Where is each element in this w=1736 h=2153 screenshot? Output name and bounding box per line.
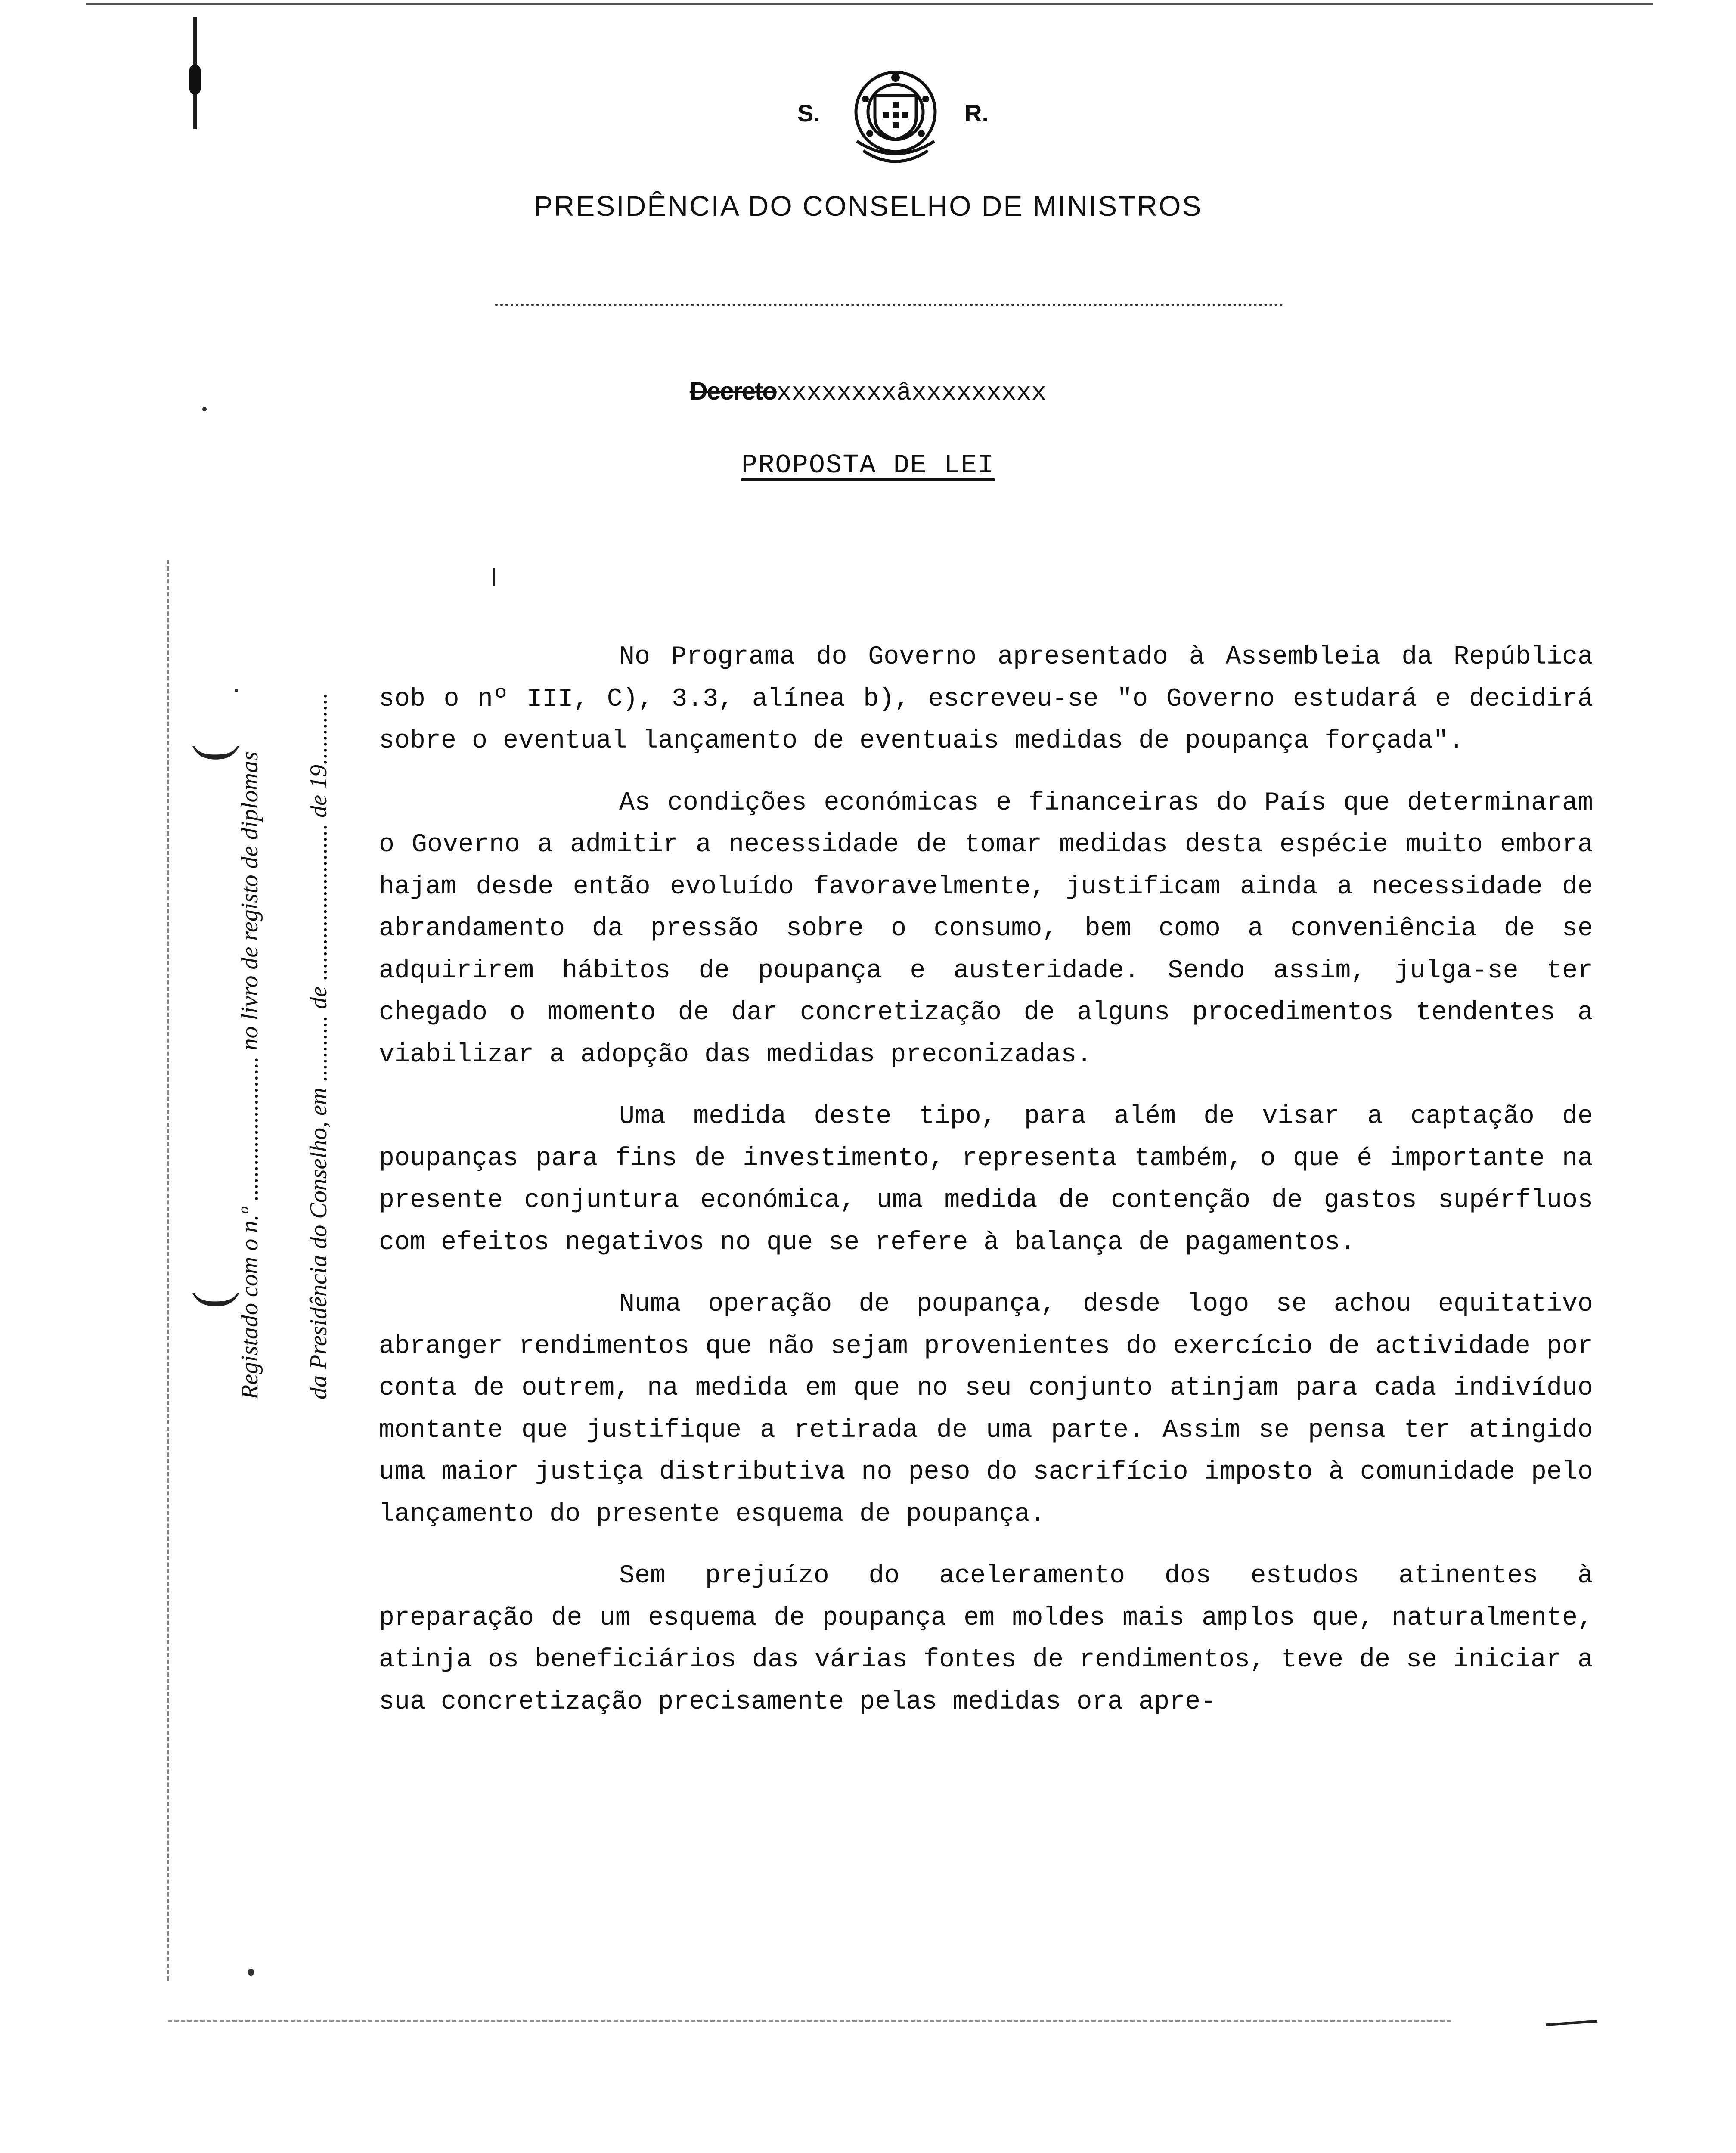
registration-stamp	[224, 581, 362, 1399]
paragraph-3: Uma medida deste tipo, para além de visar a captação de poupanças para fins de investimento, representa também, o que é importante na presente conjuntura económica, uma medida de contenção de gastos supérfluos com efeitos negativos no que se refere à balança de pagamentos.	[379, 1102, 1593, 1257]
scan-top-edge	[86, 3, 1653, 5]
stamp-bracket-top: (	[182, 745, 239, 762]
scan-corner-mark	[1546, 2020, 1597, 2026]
document-type-heading	[0, 377, 1736, 407]
header-letter-s: S.	[797, 99, 820, 127]
binding-mark	[189, 17, 201, 129]
scan-speck	[202, 407, 207, 411]
header-letter-r: R.	[964, 99, 989, 127]
dotted-separator	[495, 304, 1283, 306]
paragraph-1: No Programa do Governo apresentado à Assembleia da República sob o nº III, C), 3.3, alínea b), escreveu-se "o Governo estudará e decidirá sobre o eventual lançamento de eventuais medidas de poupança forçada".	[379, 642, 1593, 756]
margin-tick	[493, 568, 495, 586]
body-text	[379, 636, 1593, 1723]
struck-heading-word: Decreto	[689, 377, 777, 405]
scan-speck	[248, 1969, 254, 1976]
scan-bottom-edge	[168, 2020, 1451, 2022]
paragraph-2: As condições económicas e financeiras do País que determinaram o Governo a admitir a necessidade de tomar medidas desta espécie muito embora hajam desde então evoluído favoravelmente, justificam ainda a necessidade de abrandamento da pressão sobre o consumo, bem como a conveniência de se adquirirem hábitos de poupança e austeridade. Sendo assim, julga-se ter chegado o momento de dar concretização de alguns procedimentos tendentes a viabilizar a adopção das medidas preconizadas.	[379, 788, 1593, 1070]
paragraph-4: Numa operação de poupança, desde logo se achou equitativo abranger rendimentos que não sejam provenientes do exercício de actividade por conta de outrem, na medida em que no seu conjunto atinjam para cada indivíduo montante que justifique a retirada de uma parte. Assim se pensa ter atingido uma maior justiça distributiva no peso do sacrifício imposto à comunidade pelo lançamento do presente esquema de poupança.	[379, 1290, 1593, 1529]
coat-of-arms-seal	[848, 65, 943, 168]
scan-left-edge	[167, 560, 169, 1981]
stamp-bracket-bottom: (	[182, 1291, 239, 1309]
binding-hole	[189, 65, 201, 95]
document-subtitle: PROPOSTA DE LEI	[741, 450, 995, 481]
registration-line-2: da Presidência do Conselho, em ........... de .......................... de 19............	[305, 692, 332, 1399]
registration-line-1: Registado com o n.º ........................ no livro de registo de diplomas	[236, 751, 263, 1399]
strike-over-fill: xxxxxxxxâxxxxxxxxx	[776, 379, 1047, 407]
paragraph-5: Sem prejuízo do aceleramento dos estudos atinentes à preparação de um esquema de poupança em moldes mais amplos que, naturalmente, atinja os beneficiários das várias fontes de rendimentos, teve de se iniciar a sua concretização precisamente pelas medidas ora apre-	[379, 1561, 1593, 1717]
organization-title: PRESIDÊNCIA DO CONSELHO DE MINISTROS	[533, 190, 1203, 222]
